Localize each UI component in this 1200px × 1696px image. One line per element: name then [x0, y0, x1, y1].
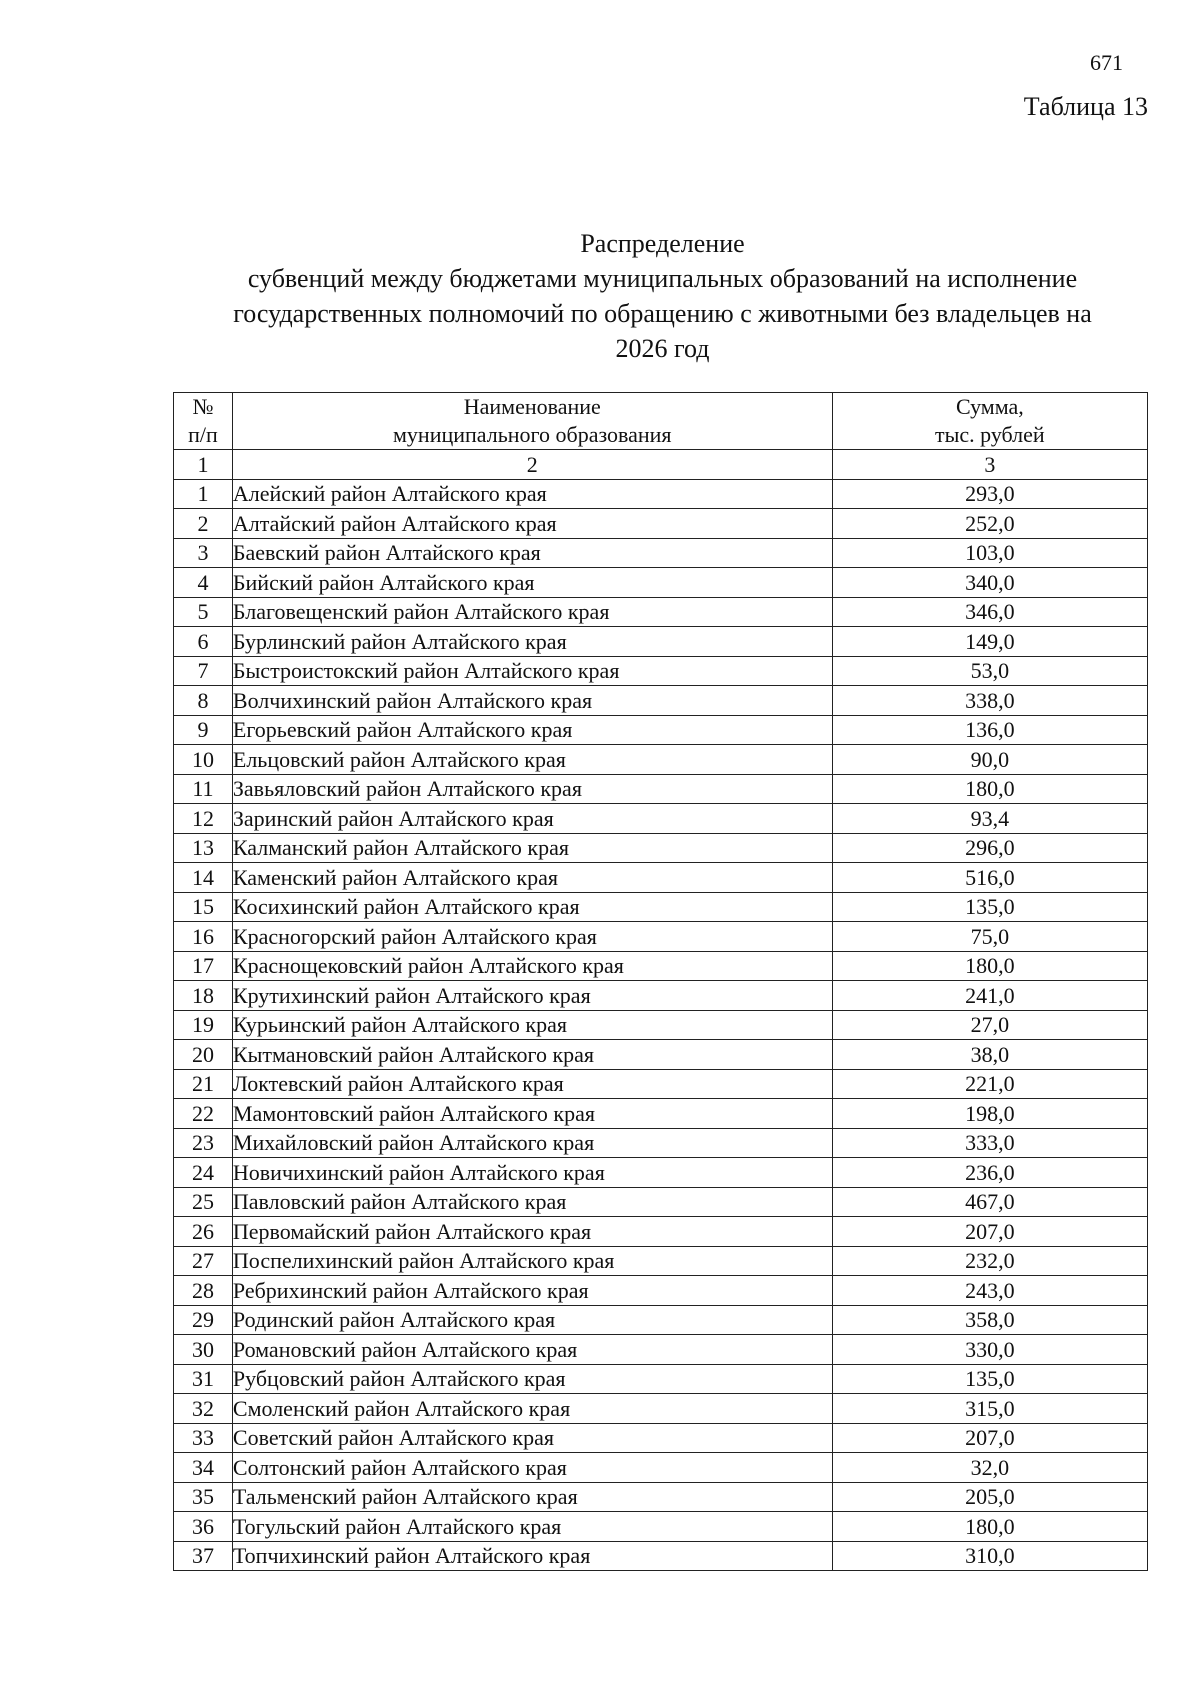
row-sum: 207,0	[832, 1423, 1147, 1453]
table-row	[174, 627, 1148, 657]
row-sum: 205,0	[832, 1482, 1147, 1512]
row-number: 21	[174, 1069, 233, 1099]
row-number: 14	[174, 863, 233, 893]
row-sum: 198,0	[832, 1099, 1147, 1129]
row-name: Алейский район Алтайского края	[232, 479, 832, 509]
row-number: 18	[174, 981, 233, 1011]
row-sum: 252,0	[832, 509, 1147, 539]
row-sum: 93,4	[832, 804, 1147, 834]
title-line-1: Распределение	[580, 229, 745, 258]
row-number: 36	[174, 1512, 233, 1542]
row-number: 23	[174, 1128, 233, 1158]
row-sum: 75,0	[832, 922, 1147, 952]
table-row	[174, 656, 1148, 686]
table-row	[174, 1040, 1148, 1070]
row-sum: 333,0	[832, 1128, 1147, 1158]
table-row	[174, 1453, 1148, 1483]
row-number: 29	[174, 1305, 233, 1335]
row-name: Мамонтовский район Алтайского края	[232, 1099, 832, 1129]
row-sum: 296,0	[832, 833, 1147, 863]
row-sum: 467,0	[832, 1187, 1147, 1217]
row-number: 4	[174, 568, 233, 598]
header-sum-line-1: Сумма,	[955, 394, 1024, 419]
row-name: Рубцовский район Алтайского края	[232, 1364, 832, 1394]
row-sum: 315,0	[832, 1394, 1147, 1424]
table-row	[174, 804, 1148, 834]
row-number: 16	[174, 922, 233, 952]
row-name: Кытмановский район Алтайского края	[232, 1040, 832, 1070]
table-row	[174, 1423, 1148, 1453]
row-name: Первомайский район Алтайского края	[232, 1217, 832, 1247]
row-name: Поспелихинский район Алтайского края	[232, 1246, 832, 1276]
row-number: 35	[174, 1482, 233, 1512]
row-sum: 241,0	[832, 981, 1147, 1011]
table-row	[174, 1305, 1148, 1335]
column-number-3: 3	[832, 450, 1147, 480]
row-sum: 221,0	[832, 1069, 1147, 1099]
table-row	[174, 745, 1148, 775]
row-number: 2	[174, 509, 233, 539]
row-number: 20	[174, 1040, 233, 1070]
table-row	[174, 951, 1148, 981]
row-name: Баевский район Алтайского края	[232, 538, 832, 568]
row-number: 32	[174, 1394, 233, 1424]
table-row	[174, 686, 1148, 716]
table-row	[174, 1364, 1148, 1394]
row-name: Новичихинский район Алтайского края	[232, 1158, 832, 1188]
row-sum: 149,0	[832, 627, 1147, 657]
header-sum	[832, 393, 1147, 450]
table-row	[174, 1512, 1148, 1542]
row-number: 37	[174, 1541, 233, 1571]
row-number: 10	[174, 745, 233, 775]
row-sum: 340,0	[832, 568, 1147, 598]
row-name: Тальменский район Алтайского края	[232, 1482, 832, 1512]
table-row	[174, 1541, 1148, 1571]
row-name: Калманский район Алтайского края	[232, 833, 832, 863]
table-row	[174, 1187, 1148, 1217]
row-sum: 180,0	[832, 951, 1147, 981]
table-row	[174, 1158, 1148, 1188]
row-number: 1	[174, 479, 233, 509]
row-number: 15	[174, 892, 233, 922]
table-row	[174, 479, 1148, 509]
header-name-line-2: муниципального образования	[393, 422, 672, 447]
row-name: Краснощековский район Алтайского края	[232, 951, 832, 981]
row-name: Бийский район Алтайского края	[232, 568, 832, 598]
row-name: Завьяловский район Алтайского края	[232, 774, 832, 804]
row-name: Егорьевский район Алтайского края	[232, 715, 832, 745]
header-sum-line-2: тыс. рублей	[934, 422, 1045, 447]
row-sum: 38,0	[832, 1040, 1147, 1070]
table-row	[174, 922, 1148, 952]
table-label: Таблица 13	[1023, 92, 1148, 121]
row-name: Солтонский район Алтайского края	[232, 1453, 832, 1483]
table-row	[174, 1246, 1148, 1276]
row-name: Локтевский район Алтайского края	[232, 1069, 832, 1099]
row-sum: 32,0	[832, 1453, 1147, 1483]
header-number	[174, 393, 233, 450]
row-sum: 293,0	[832, 479, 1147, 509]
row-number: 34	[174, 1453, 233, 1483]
row-sum: 136,0	[832, 715, 1147, 745]
row-sum: 330,0	[832, 1335, 1147, 1365]
row-number: 17	[174, 951, 233, 981]
table-row	[174, 981, 1148, 1011]
row-name: Родинский район Алтайского края	[232, 1305, 832, 1335]
row-number: 12	[174, 804, 233, 834]
row-sum: 135,0	[832, 1364, 1147, 1394]
row-name: Косихинский район Алтайского края	[232, 892, 832, 922]
row-number: 31	[174, 1364, 233, 1394]
row-number: 24	[174, 1158, 233, 1188]
table-row	[174, 1069, 1148, 1099]
row-sum: 90,0	[832, 745, 1147, 775]
row-name: Заринский район Алтайского края	[232, 804, 832, 834]
row-sum: 53,0	[832, 656, 1147, 686]
table-row	[174, 892, 1148, 922]
title-line-2: субвенций между бюджетами муниципальных образований на исполнение	[247, 264, 1078, 293]
table-row	[174, 1335, 1148, 1365]
table-row	[174, 1128, 1148, 1158]
table-row	[174, 509, 1148, 539]
table-row	[174, 715, 1148, 745]
column-number-2: 2	[232, 450, 832, 480]
row-number: 30	[174, 1335, 233, 1365]
row-name: Крутихинский район Алтайского края	[232, 981, 832, 1011]
row-number: 27	[174, 1246, 233, 1276]
table-row	[174, 1217, 1148, 1247]
row-number: 3	[174, 538, 233, 568]
column-number-1: 1	[174, 450, 233, 480]
row-name: Волчихинский район Алтайского края	[232, 686, 832, 716]
header-number-line-2: п/п	[188, 422, 218, 447]
table-row	[174, 1482, 1148, 1512]
header-name-line-1: Наименование	[463, 394, 601, 419]
row-number: 6	[174, 627, 233, 657]
row-sum: 232,0	[832, 1246, 1147, 1276]
row-sum: 310,0	[832, 1541, 1147, 1571]
header-number-line-1: №	[192, 394, 214, 419]
row-name: Смоленский район Алтайского края	[232, 1394, 832, 1424]
row-sum: 180,0	[832, 774, 1147, 804]
row-number: 33	[174, 1423, 233, 1453]
row-name: Красногорский район Алтайского края	[232, 922, 832, 952]
row-name: Бурлинский район Алтайского края	[232, 627, 832, 657]
table-header-row	[174, 393, 1148, 450]
row-sum: 135,0	[832, 892, 1147, 922]
table-row	[174, 538, 1148, 568]
row-number: 7	[174, 656, 233, 686]
distribution-table	[173, 392, 1148, 1571]
row-name: Павловский район Алтайского края	[232, 1187, 832, 1217]
title-line-3: государственных полномочий по обращению с животными без владельцев на	[233, 299, 1092, 328]
row-name: Благовещенский район Алтайского края	[232, 597, 832, 627]
table-row	[174, 597, 1148, 627]
row-name: Ельцовский район Алтайского края	[232, 745, 832, 775]
row-sum: 346,0	[832, 597, 1147, 627]
row-number: 11	[174, 774, 233, 804]
row-sum: 27,0	[832, 1010, 1147, 1040]
table-row	[174, 774, 1148, 804]
document-title	[180, 226, 1145, 366]
row-sum: 103,0	[832, 538, 1147, 568]
row-number: 5	[174, 597, 233, 627]
row-number: 26	[174, 1217, 233, 1247]
page-number: 671	[1090, 50, 1123, 75]
table-row	[174, 1394, 1148, 1424]
table-body	[174, 479, 1148, 1571]
row-sum: 243,0	[832, 1276, 1147, 1306]
column-number-row	[174, 450, 1148, 480]
row-name: Тогульский район Алтайского края	[232, 1512, 832, 1542]
row-number: 25	[174, 1187, 233, 1217]
row-name: Топчихинский район Алтайского края	[232, 1541, 832, 1571]
row-name: Курьинский район Алтайского края	[232, 1010, 832, 1040]
row-sum: 180,0	[832, 1512, 1147, 1542]
row-name: Каменский район Алтайского края	[232, 863, 832, 893]
table-row	[174, 863, 1148, 893]
row-name: Быстроистокский район Алтайского края	[232, 656, 832, 686]
row-sum: 516,0	[832, 863, 1147, 893]
row-number: 22	[174, 1099, 233, 1129]
row-sum: 236,0	[832, 1158, 1147, 1188]
row-number: 28	[174, 1276, 233, 1306]
row-number: 13	[174, 833, 233, 863]
title-line-4: 2026 год	[615, 334, 710, 363]
row-number: 19	[174, 1010, 233, 1040]
table-row	[174, 1010, 1148, 1040]
table-row	[174, 1276, 1148, 1306]
header-name	[232, 393, 832, 450]
row-name: Советский район Алтайского края	[232, 1423, 832, 1453]
row-sum: 338,0	[832, 686, 1147, 716]
table-row	[174, 1099, 1148, 1129]
row-name: Ребрихинский район Алтайского края	[232, 1276, 832, 1306]
row-sum: 358,0	[832, 1305, 1147, 1335]
table-row	[174, 833, 1148, 863]
row-name: Алтайский район Алтайского края	[232, 509, 832, 539]
row-name: Михайловский район Алтайского края	[232, 1128, 832, 1158]
row-name: Романовский район Алтайского края	[232, 1335, 832, 1365]
row-sum: 207,0	[832, 1217, 1147, 1247]
table-row	[174, 568, 1148, 598]
row-number: 9	[174, 715, 233, 745]
row-number: 8	[174, 686, 233, 716]
